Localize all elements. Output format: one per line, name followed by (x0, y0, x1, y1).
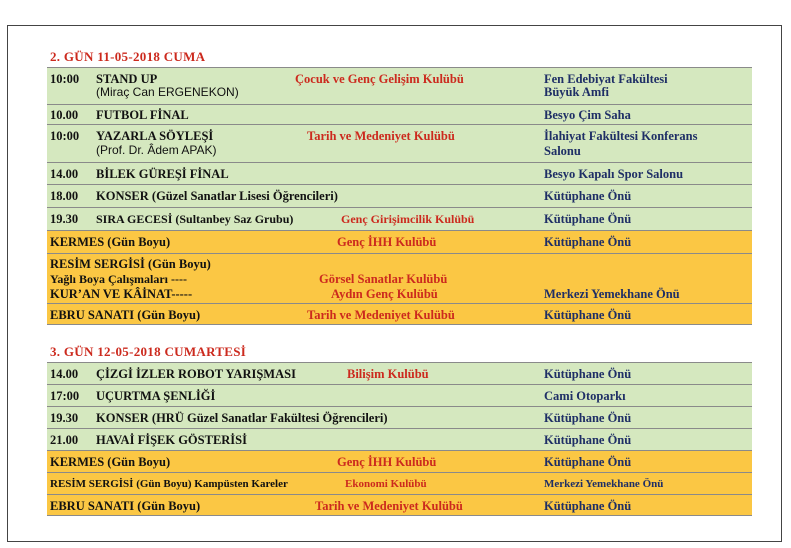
row-event: HAVAİ FİŞEK GÖSTERİSİ (96, 433, 247, 447)
row-event: UÇURTMA ŞENLİĞİ (96, 389, 216, 403)
row-location: Kütüphane Önü (544, 455, 632, 469)
row-time: 19.30 (50, 212, 79, 226)
table-row (47, 406, 752, 428)
row-event: KERMES (Gün Boyu) (50, 235, 171, 249)
row-location: Kütüphane Önü (544, 235, 632, 249)
table-row (47, 207, 752, 230)
row-location: Besyo Kapalı Spor Salonu (544, 167, 684, 181)
row-time: 14.00 (50, 367, 79, 381)
row-club: Genç İHH Kulübü (337, 235, 437, 249)
table-row (47, 472, 752, 494)
row-event: STAND UP (96, 72, 158, 86)
row-event: RESİM SERGİSİ (Gün Boyu) Kampüsten Kareler (50, 478, 288, 490)
row-time: 14.00 (50, 167, 79, 181)
row-event-sub: (Prof. Dr. Âdem APAK) (96, 143, 217, 157)
row-club: Genç İHH Kulübü (337, 455, 437, 469)
row-time: 18.00 (50, 189, 79, 203)
row-location: Kütüphane Önü (544, 308, 632, 322)
row-time: 17:00 (50, 389, 80, 403)
row-event: KONSER (Güzel Sanatlar Lisesi Öğrencileri) (96, 189, 338, 203)
row-club: Bilişim Kulübü (347, 367, 429, 381)
row-club-2: Aydın Genç Kulübü (331, 287, 438, 301)
table-row (47, 494, 752, 516)
day3-title: 3. GÜN 12-05-2018 CUMARTESİ (50, 344, 247, 359)
row-location: Merkezi Yemekhane Önü (544, 478, 664, 490)
row-club: Çocuk ve Genç Gelişim Kulübü (295, 72, 464, 86)
table-row (47, 362, 752, 384)
table-row (47, 104, 752, 124)
row-club: Tarih ve Medeniyet Kulübü (307, 308, 455, 322)
row-event: EBRU SANATI (Gün Boyu) (50, 308, 201, 322)
table-row (47, 184, 752, 207)
table-row (47, 230, 752, 253)
row-event: SIRA GECESİ (Sultanbey Saz Grubu) (96, 212, 294, 226)
row-location: Kütüphane Önü (544, 433, 632, 447)
row-club: Tarih ve Medeniyet Kulübü (315, 499, 463, 513)
row-location: Kütüphane Önü (544, 212, 632, 226)
row-location: Fen Edebiyat Fakültesi (544, 72, 668, 86)
table-row (47, 253, 752, 303)
table-row (47, 428, 752, 450)
row-event: BİLEK GÜREŞİ FİNAL (96, 167, 229, 181)
row-event: KERMES (Gün Boyu) (50, 455, 171, 469)
row-time: 10:00 (50, 72, 80, 86)
row-time: 10.00 (50, 108, 79, 122)
row-event: ÇİZGİ İZLER ROBOT YARIŞMASI (96, 367, 296, 381)
row-location-2: Büyük Amfi (544, 85, 609, 99)
row-event-line3: KUR’AN VE KÂİNAT----- (50, 287, 193, 301)
table-row (47, 162, 752, 184)
row-event-sub: (Miraç Can ERGENEKON) (96, 85, 239, 99)
row-event: KONSER (HRÜ Güzel Sanatlar Fakültesi Öğrencileri) (96, 411, 388, 425)
row-club: Tarih ve Medeniyet Kulübü (307, 129, 455, 143)
row-time: 19.30 (50, 411, 79, 425)
row-event: RESİM SERGİSİ (Gün Boyu) (50, 257, 211, 271)
row-location: Merkezi Yemekhane Önü (544, 287, 680, 301)
row-location: Kütüphane Önü (544, 499, 632, 513)
row-event: FUTBOL FİNAL (96, 108, 189, 122)
row-event: EBRU SANATI (Gün Boyu) (50, 499, 201, 513)
row-time: 10:00 (50, 129, 80, 143)
table-row (47, 67, 752, 104)
table-row (47, 450, 752, 472)
row-event: YAZARLA SÖYLEŞİ (96, 129, 214, 143)
row-location-2: Salonu (544, 144, 581, 158)
table-row (47, 124, 752, 162)
table-row (47, 384, 752, 406)
row-location: Kütüphane Önü (544, 411, 632, 425)
row-club: Genç Girişimcilik Kulübü (341, 212, 475, 226)
row-event-line2: Yağlı Boya Çalışmaları ---- (50, 272, 187, 286)
row-location: Besyo Çim Saha (544, 108, 631, 122)
row-club: Görsel Sanatlar Kulübü (319, 272, 448, 286)
day2-title: 2. GÜN 11-05-2018 CUMA (50, 49, 206, 64)
row-location: Kütüphane Önü (544, 367, 632, 381)
row-time: 21.00 (50, 433, 79, 447)
row-club: Ekonomi Kulübü (345, 478, 427, 490)
row-location: Kütüphane Önü (544, 189, 632, 203)
table-row (47, 303, 752, 325)
row-location: İlahiyat Fakültesi Konferans (544, 129, 698, 143)
row-location: Cami Otoparkı (544, 389, 626, 403)
